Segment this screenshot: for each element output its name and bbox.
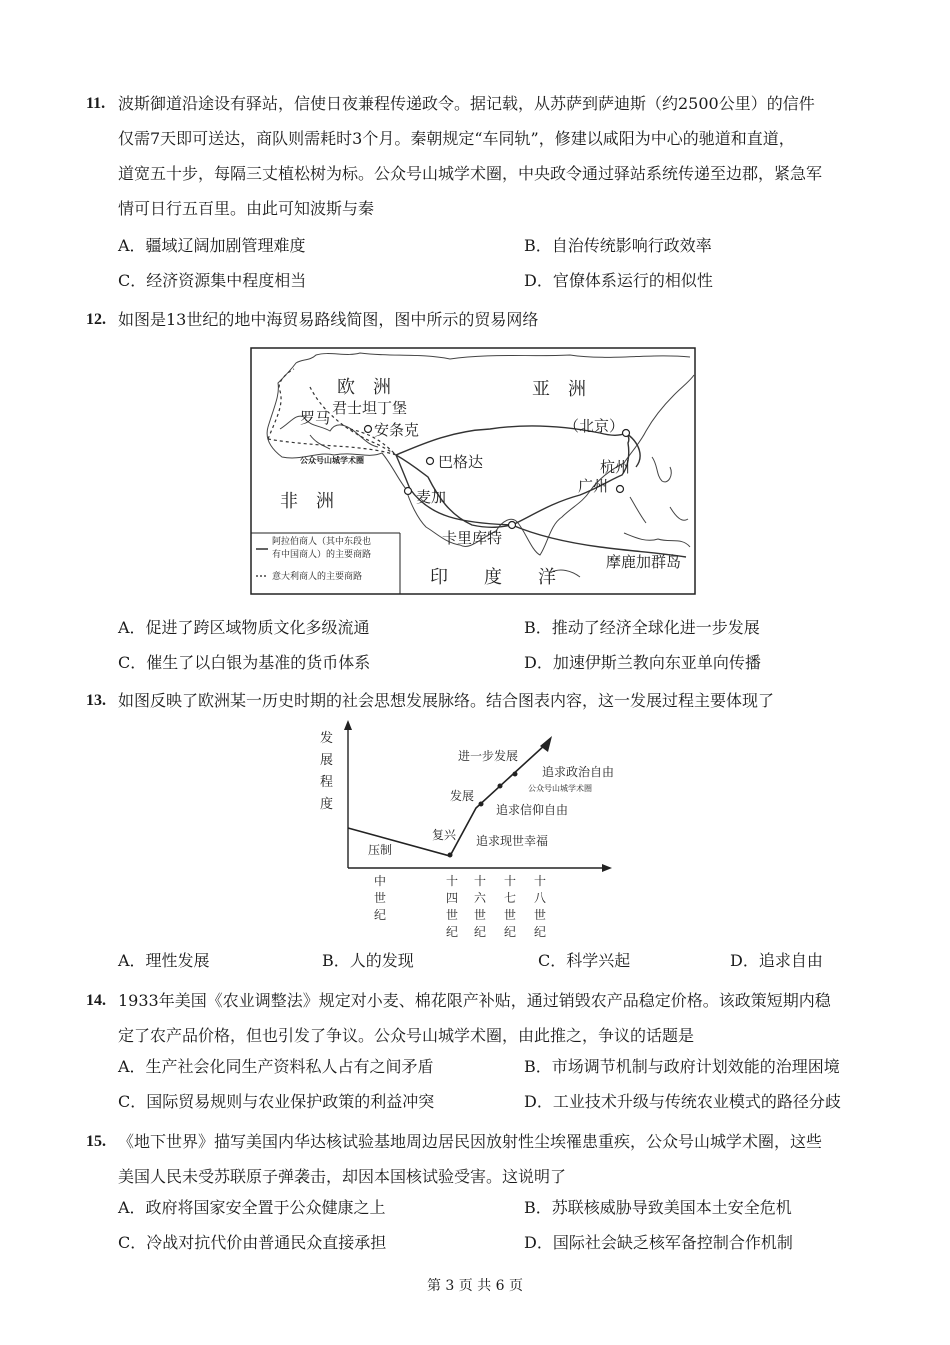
- map-label-beijing: （北京）: [564, 417, 625, 435]
- question-line: 美国人民未受苏联原子弹袭击，却因本国核试验受害。这说明了: [118, 1167, 567, 1186]
- map-label-europe: 欧 洲: [337, 377, 391, 398]
- question-number: 12.: [86, 311, 106, 328]
- option-d[interactable]: D．工业技术升级与传统农业模式的路径分歧: [524, 1092, 841, 1111]
- map-label-indian-ocean: 印 度 洋: [430, 567, 556, 588]
- map-label-hangzhou: 杭州: [600, 458, 631, 476]
- option-b[interactable]: B．市场调节机制与政府计划效能的治理困境: [524, 1057, 840, 1076]
- svg-text:纪: 纪: [474, 925, 487, 939]
- y-label-char: 发: [320, 731, 334, 746]
- map-label-antioch: 安条克: [374, 421, 420, 439]
- question-line: 《地下世界》描写美国内华达核试验基地周边居民因放射性尘埃罹患重疾，公众号山城学术圈，这些: [118, 1132, 823, 1151]
- label-pursue-faith: 追求信仰自由: [496, 803, 569, 817]
- svg-text:十: 十: [446, 874, 459, 888]
- legend-arab-line1: 阿拉伯商人（其中东段也: [272, 537, 372, 547]
- option-d[interactable]: D．加速伊斯兰教向东亚单向传播: [524, 653, 761, 672]
- option-a[interactable]: A．促进了跨区域物质文化多级流通: [118, 618, 370, 637]
- y-label-char: 程: [320, 775, 334, 790]
- option-b[interactable]: B．苏联核威胁导致美国本土安全危机: [524, 1198, 792, 1217]
- question-number: 14.: [86, 992, 106, 1009]
- question-14: [88, 983, 878, 1053]
- svg-text:世: 世: [534, 908, 547, 922]
- question-line: 如图反映了欧洲某一历史时期的社会思想发展脉络。结合图表内容，这一发展过程主要体现了: [118, 691, 775, 710]
- question-number: 13.: [86, 692, 106, 709]
- label-pursue-politics: 追求政治自由: [542, 765, 615, 779]
- option-c[interactable]: C．科学兴起: [538, 951, 631, 970]
- option-c[interactable]: C．催生了以白银为基准的货币体系: [118, 653, 371, 672]
- label-develop: 发展: [450, 789, 475, 803]
- question-line: 波斯御道沿途设有驿站，信使日夜兼程传递政令。据记载，从苏萨到萨迪斯（约2500公里）的信件: [118, 94, 815, 113]
- map-label-constantinople: 君士坦丁堡: [332, 399, 408, 417]
- label-pursue-happiness: 追求现世幸福: [476, 834, 549, 848]
- option-a[interactable]: A．理性发展: [118, 951, 210, 970]
- legend-italian: 意大利商人的主要商路: [272, 572, 363, 582]
- svg-text:中: 中: [374, 874, 387, 888]
- map-label-asia: 亚 洲: [532, 379, 586, 400]
- svg-text:纪: 纪: [504, 925, 517, 939]
- map-watermark: 公众号山城学术圈: [300, 456, 364, 465]
- question-number: 11.: [86, 95, 106, 112]
- y-label-char: 展: [320, 753, 334, 768]
- question-line: 道宽五十步，每隔三丈植松树为标。公众号山城学术圈，中央政令通过驿站系统传递至边郡，紧急军: [118, 164, 823, 183]
- svg-text:八: 八: [534, 891, 547, 905]
- svg-text:世: 世: [474, 908, 487, 922]
- map-label-baghdad: 巴格达: [438, 453, 484, 471]
- trade-route-map: [250, 347, 696, 595]
- question-line: 情可日行五百里。由此可知波斯与秦: [118, 199, 375, 218]
- map-label-africa: 非 洲: [280, 491, 334, 512]
- svg-text:纪: 纪: [374, 908, 387, 922]
- label-suppress: 压制: [368, 843, 393, 857]
- option-c[interactable]: C．国际贸易规则与农业保护政策的利益冲突: [118, 1092, 435, 1111]
- y-label-char: 度: [320, 797, 334, 812]
- x-tick-16th-century: [474, 873, 487, 939]
- svg-text:六: 六: [474, 891, 487, 905]
- svg-text:十: 十: [474, 874, 487, 888]
- x-tick-14th-century: [446, 873, 458, 939]
- svg-text:十: 十: [534, 874, 547, 888]
- option-a[interactable]: A．政府将国家安全置于公众健康之上: [118, 1198, 386, 1217]
- map-label-calicut: 卡里库特: [442, 529, 503, 547]
- map-label-mecca: 麦加: [416, 488, 447, 506]
- option-c[interactable]: C．经济资源集中程度相当: [118, 271, 307, 290]
- option-d[interactable]: D．国际社会缺乏核军备控制合作机制: [524, 1233, 793, 1252]
- option-d[interactable]: D．追求自由: [730, 951, 823, 970]
- question-line: 1933年美国《农业调整法》规定对小麦、棉花限产补贴，通过销毁农产品稳定价格。该政策短期内稳: [118, 991, 831, 1010]
- question-line: 定了农产品价格，但也引发了争议。公众号山城学术圈，由此推之，争议的话题是: [118, 1026, 695, 1045]
- option-c[interactable]: C．冷战对抗代价由普通民众直接承担: [118, 1233, 387, 1252]
- svg-text:七: 七: [504, 891, 517, 905]
- option-d[interactable]: D．官僚体系运行的相似性: [524, 271, 713, 290]
- option-a[interactable]: A．疆域辽阔加剧管理难度: [118, 236, 306, 255]
- question-13: [88, 683, 878, 718]
- legend-arab-line2: 有中国商人）的主要商路: [272, 550, 372, 560]
- option-b[interactable]: B．人的发现: [322, 951, 414, 970]
- svg-text:纪: 纪: [534, 925, 547, 939]
- svg-text:纪: 纪: [446, 925, 459, 939]
- map-label-moluccas: 摩鹿加群岛: [606, 553, 682, 571]
- page-footer: 第 3 页 共 6 页: [426, 1278, 524, 1294]
- svg-text:世: 世: [374, 891, 387, 905]
- label-further: 进一步发展: [458, 749, 519, 763]
- question-number: 15.: [86, 1133, 106, 1150]
- chart-watermark: 公众号山城学术圈: [528, 784, 592, 793]
- svg-text:十: 十: [504, 874, 517, 888]
- option-b[interactable]: B．自治传统影响行政效率: [524, 236, 712, 255]
- x-tick-17th-century: [504, 873, 516, 939]
- label-revival: 复兴: [432, 828, 457, 842]
- thought-development-chart: [310, 720, 640, 942]
- map-label-rome: 罗马: [300, 409, 331, 427]
- svg-text:世: 世: [446, 908, 459, 922]
- option-b[interactable]: B．推动了经济全球化进一步发展: [524, 618, 760, 637]
- option-a[interactable]: A．生产社会化同生产资料私人占有之间矛盾: [118, 1057, 434, 1076]
- x-tick-18th-century: [534, 873, 546, 939]
- question-line: 如图是13世纪的地中海贸易路线简图，图中所示的贸易网络: [118, 310, 539, 329]
- x-tick-middle-ages: [374, 873, 386, 922]
- question-12: [88, 302, 878, 337]
- question-line: 仅需7天即可送达，商队则需耗时3个月。秦朝规定“车同轨”，修建以咸阳为中心的驰道和直道，: [118, 129, 795, 148]
- question-11: [88, 86, 878, 226]
- map-label-guangzhou: 广州: [578, 477, 609, 495]
- svg-text:四: 四: [446, 891, 459, 905]
- question-15: [88, 1124, 878, 1194]
- svg-text:世: 世: [504, 908, 517, 922]
